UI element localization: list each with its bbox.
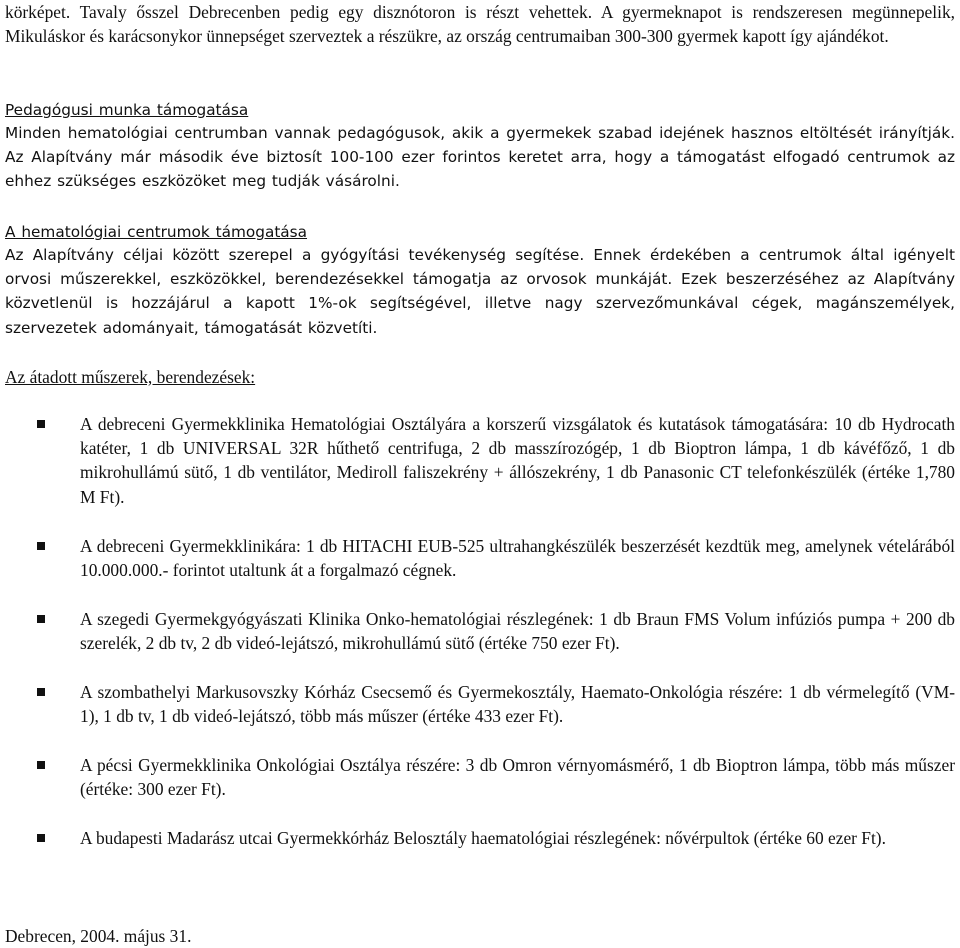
square-bullet-icon [37,542,45,550]
list-item-text: A szombathelyi Markusovszky Kórház Csecsemő és Gyermekosztály, Haemato-Onkológia részére: 1 db vérmelegítő (VM-1), 1 db tv, 1 db videó-lejátszó, több más műszer (értéke 433 ezer Ft). [80,682,955,727]
square-bullet-icon [37,688,45,696]
section-paragraph-centers: Az Alapítvány céljai között szerepel a gyógyítási tevékenység segítése. Ennek érdekében a centrumok által igényelt orvosi műszerekkel, eszközökkel, berendezésekkel támogatja az orvosok munkáját. Ezek beszerzéséhez az Alapítvány közvetlenül is hozzájárul a kapott 1%-ok segítségével, illetve nagy szervezőmunkával cégek, magánszemélyek, szervezetek adományait, támogatását közvetíti. [5,246,955,337]
square-bullet-icon [37,420,45,428]
intro-paragraph: körképet. Tavaly ősszel Debrecenben pedig egy disznótoron is részt vehettek. A gyermeknapot is rendszeresen megünnepelik, Mikuláskor és karácsonykor ünnepséget szerveztek a részükre, az ország centrumaiban 300-300 gyermek kapott így ajándékot. [5,2,955,47]
square-bullet-icon [37,834,45,842]
section-heading-pedagogy: Pedagógusi munka támogatása [5,101,249,119]
list-item-text: A debreceni Gyermekklinikára: 1 db HITACHI EUB-525 ultrahangkészülék beszerzését kezdtük meg, amelynek vételárából 10.000.000.- forintot utaltunk át a forgalmazó cégnek. [80,536,955,581]
list-item-text: A pécsi Gyermekklinika Onkológiai Osztálya részére: 3 db Omron vérnyomásmérő, 1 db Bioptron lámpa, több más műszer (értéke: 300 ezer Ft). [80,755,955,800]
square-bullet-icon [37,761,45,769]
list-item-text: A szegedi Gyermekgyógyászati Klinika Onko-hematológiai részlegének: 1 db Braun FMS Volum infúziós pumpa + 200 db szerelék, 2 db tv, 2 db videó-lejátszó, mikrohullámú sütő (értéke 750 ezer Ft). [80,609,955,654]
section-paragraph-pedagogy: Minden hematológiai centrumban vannak pedagógusok, akik a gyermekek szabad idejének hasznos eltöltését irányítják. Az Alapítvány már második éve biztosít 100-100 ezer forintos keretet arra, hogy a támogatást elfogadó centrumok az ehhez szükséges eszközöket meg tudják vásárolni. [5,124,955,191]
list-item-text: A budapesti Madarász utcai Gyermekkórház Belosztály haematológiai részlegének: nővérpultok (értéke 60 ezer Ft). [80,828,886,848]
section-heading-centers: A hematológiai centrumok támogatása [5,223,308,241]
list-item-text: A debreceni Gyermekklinika Hematológiai Osztályára a korszerű vizsgálatok és kutatások támogatására: 10 db Hydrocath katéter, 1 db UNIVERSAL 32R hűthető centrifuga, 2 db masszírozógép, 1 db Bioptron lámpa, 1 db kávéfőző, 1 db mikrohullámú sütő, 1 db ventilátor, Mediroll faliszekrény + állószekrény, 1 db Panasonic CT telefonkészülék (értéke 1,780 M Ft). [80,414,955,507]
section-heading-equipment: Az átadott műszerek, berendezések: [5,367,256,387]
square-bullet-icon [37,615,45,623]
signature-date: Debrecen, 2004. május 31. [5,926,192,946]
